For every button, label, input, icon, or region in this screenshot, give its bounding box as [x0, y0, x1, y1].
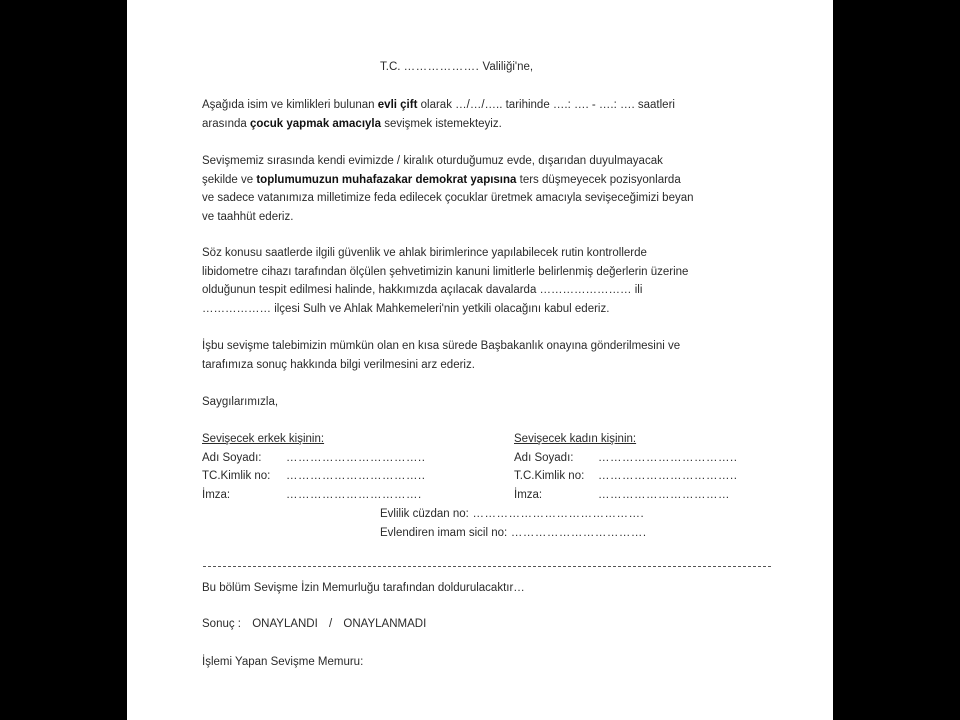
male-heading: Sevişecek erkek kişinin: — [202, 433, 325, 445]
female-sign-field: …………………………… — [598, 488, 730, 501]
paragraph-request — [202, 96, 675, 133]
rejected-option: ONAYLANMADI — [343, 618, 427, 630]
imam-row: Evlendiren imam sicil no: ……………………………. — [380, 526, 647, 539]
officer-label: İşlemi Yapan Sevişme Memuru: — [202, 656, 364, 668]
female-name-field: …………………………….. — [598, 451, 738, 464]
p2-line2: şekilde ve toplumumuzun muhafazakar demokrat yapısına ters düşmeyecek pozisyonlarda — [202, 173, 681, 186]
male-id-row: TC.Kimlik no: …………………………….. — [202, 470, 426, 482]
document-title: T.C. ………………. Valiliği'ne, — [380, 61, 534, 73]
female-heading: Sevişecek kadın kişinin: — [514, 433, 637, 445]
p3-line1: Söz konusu saatlerde ilgili güvenlik ve ahlak birimlerince yapılabilecek rutin kontrollerde — [202, 247, 647, 259]
paragraph-conditions — [202, 152, 694, 226]
result-row — [202, 615, 426, 634]
p4-line2: tarafımıza sonuç hakkında bilgi verilmesini arz ederiz. — [202, 358, 475, 371]
female-id-field: …………………………….. — [598, 470, 738, 482]
imam-field: ……………………………. — [507, 526, 647, 539]
female-id-row: T.C.Kimlik no: …………………………….. — [514, 470, 738, 482]
paragraph-jurisdiction — [202, 244, 688, 318]
male-id-field: …………………………….. — [286, 470, 426, 482]
result-separator: / — [329, 618, 333, 630]
p3-line4: ……………… ilçesi Sulh ve Ahlak Mahkemeleri'nin yetkili olacağını kabul ederiz. — [202, 302, 610, 315]
office-note: Bu bölüm Sevişme İzin Memurluğu tarafından doldurulacaktır… — [202, 582, 525, 594]
male-signature-block — [202, 430, 425, 504]
male-sign-field: ……………………………. — [286, 488, 422, 501]
p3-line3: olduğunun tespit edilmesi halinde, hakkımızda açılacak davalarda …………………… ili — [202, 284, 643, 296]
p2-line4: ve taahhüt ederiz. — [202, 210, 294, 223]
document-page — [127, 0, 833, 720]
closing-text: Saygılarımızla, — [202, 396, 279, 408]
female-signature-block — [514, 430, 737, 504]
male-name-row: Adı Soyadı: …………………………….. — [202, 451, 426, 464]
male-name-field: …………………………….. — [286, 451, 426, 464]
p2-line1: Sevişmemiz sırasında kendi evimizde / kiralık oturduğumuz evde, dışarıdan duyulmayacak — [202, 155, 663, 167]
p1-line1: Aşağıda isim ve kimlikleri bulunan evli çift olarak …/…/….. tarihinde ….: …. - ….: …. saatleri — [202, 99, 675, 111]
female-sign-row: İmza: …………………………… — [514, 488, 730, 501]
p3-line2: libidometre cihazı tarafından ölçülen şehvetimizin kanuni limitlerle belirlenmiş değerlerin üzerine — [202, 265, 689, 278]
section-divider — [203, 566, 771, 567]
p4-line1: İşbu sevişme talebimizin mümkün olan en kısa sürede Başbakanlık onayına gönderilmesini ve — [202, 340, 681, 352]
result-label: Sonuç : — [202, 618, 241, 630]
female-name-row: Adı Soyadı: …………………………….. — [514, 451, 738, 464]
marriage-block — [380, 505, 647, 542]
marriage-cert-field: ……………………………………. — [468, 508, 645, 520]
p2-line3: ve sadece vatanımıza milletimize feda edilecek çocuklar üretmek amacıyla sevişeceğimizi beyan — [202, 192, 694, 204]
male-sign-row: İmza: ……………………………. — [202, 488, 422, 501]
marriage-cert-row: Evlilik cüzdan no: ……………………………………. — [380, 508, 645, 520]
approved-option: ONAYLANDI — [252, 618, 318, 630]
paragraph-submission — [202, 337, 680, 374]
p1-line2: arasında çocuk yapmak amacıyla sevişmek istemekteyiz. — [202, 117, 502, 130]
